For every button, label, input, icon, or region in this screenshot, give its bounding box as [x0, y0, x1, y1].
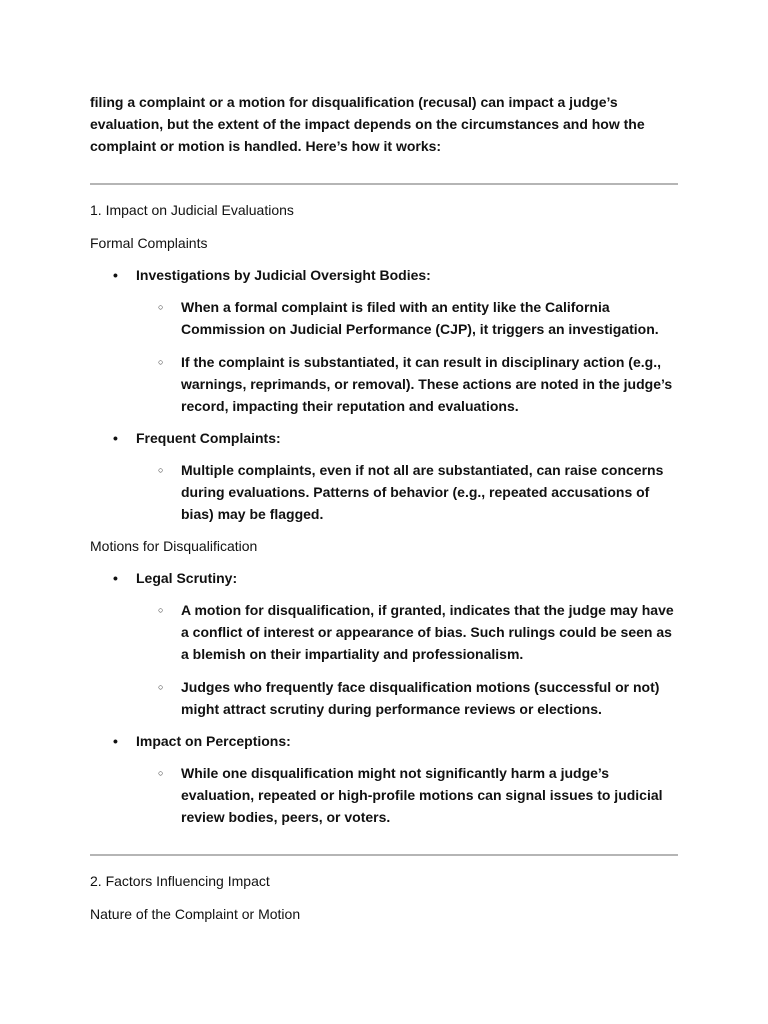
sub-list-item: ○ If the complaint is substantiated, it can result in disciplinary action (e.g., warnings, reprimands, or removal). These actions are noted in the judge’s record, impacting their reputation and evaluations. [181, 351, 681, 417]
sub-list-item: ○ A motion for disqualification, if granted, indicates that the judge may have a conflict of interest or appearance of bias. Such rulings could be seen as a blemish on their impartiality and professionalism. [181, 599, 681, 665]
list-item: • Impact on Perceptions: [136, 730, 681, 752]
list-item: • Legal Scrutiny: [136, 567, 681, 589]
motions-heading: Motions for Disqualification [90, 538, 258, 554]
section-divider [90, 854, 678, 856]
sub-list-item: ○ While one disqualification might not significantly harm a judge’s evaluation, repeated or high-profile motions can signal issues to judicial review bodies, peers, or voters. [181, 762, 681, 828]
nature-heading: Nature of the Complaint or Motion [90, 906, 301, 922]
section-divider [90, 183, 678, 185]
sub-list-item: ○ Judges who frequently face disqualification motions (successful or not) might attract scrutiny during performance reviews or elections. [181, 676, 681, 720]
section-1-title: 1. Impact on Judicial Evaluations [90, 202, 294, 218]
section-2-title: 2. Factors Influencing Impact [90, 873, 270, 889]
list-item: • Investigations by Judicial Oversight Bodies: [136, 264, 681, 286]
list-item: • Frequent Complaints: [136, 427, 681, 449]
sub-list-item: ○ When a formal complaint is filed with an entity like the California Commission on Judicial Performance (CJP), it triggers an investigation. [181, 296, 681, 340]
formal-complaints-heading: Formal Complaints [90, 235, 208, 251]
intro-paragraph: filing a complaint or a motion for disqualification (recusal) can impact a judge’s evaluation, but the extent of the impact depends on the circumstances and how the complaint or motion is handled. Here’s how it works: [90, 94, 645, 154]
sub-list-item: ○ Multiple complaints, even if not all are substantiated, can raise concerns during evaluations. Patterns of behavior (e.g., repeated accusations of bias) may be flagged. [181, 459, 681, 525]
